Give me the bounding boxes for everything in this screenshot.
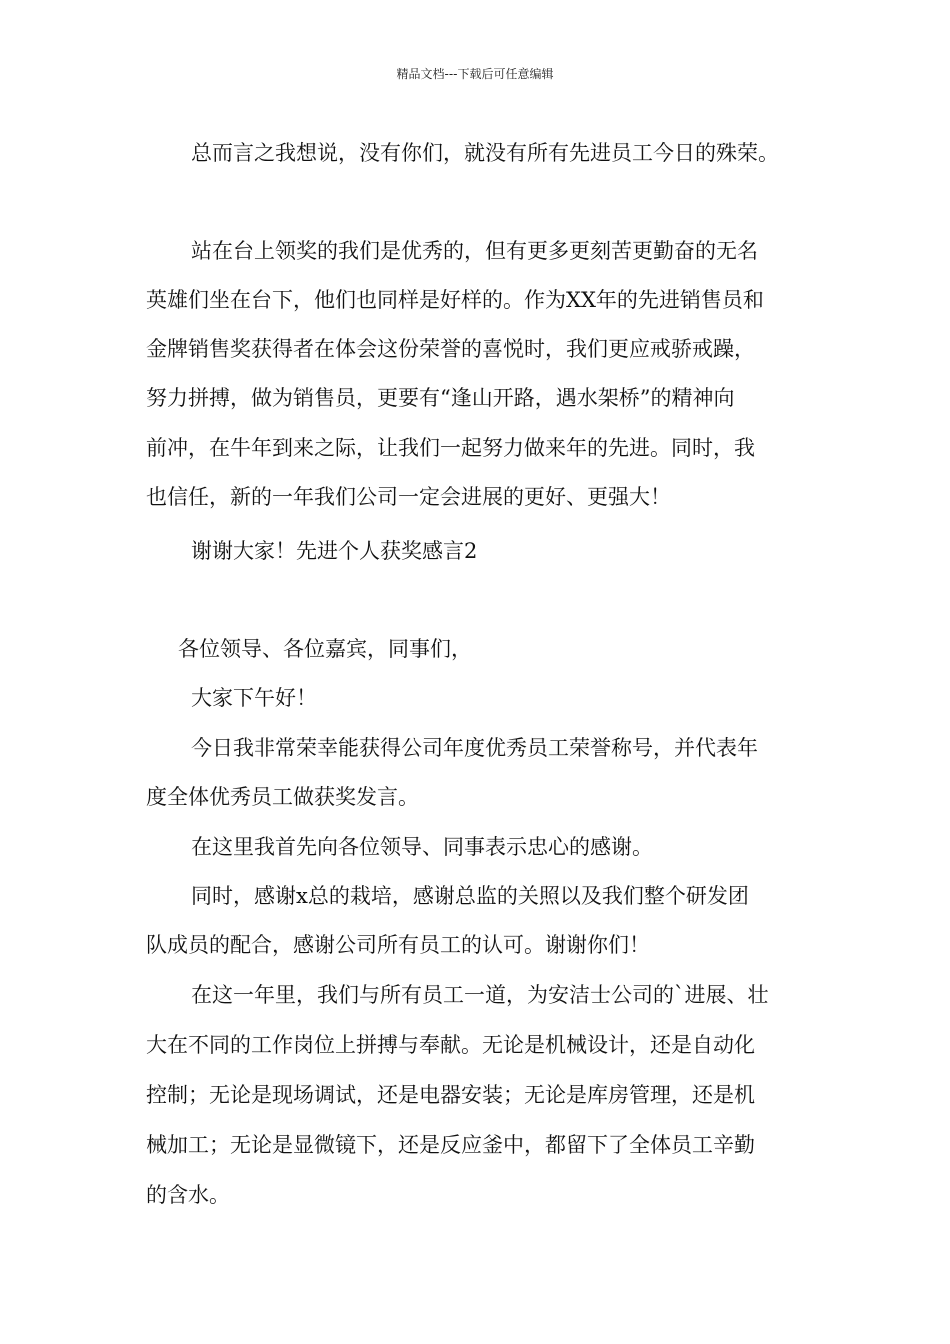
salutation-line: 各位领导、各位嘉宾，同事们，	[178, 637, 472, 661]
paragraph-line: 同时，感谢x总的栽培，感谢总监的关照以及我们整个研发团	[191, 884, 749, 908]
paragraph-line: 的含水。	[146, 1183, 230, 1207]
paragraph-line: 前冲，在牛年到来之际，让我们一起努力做来年的先进。同时，我	[146, 436, 755, 460]
paragraph-line: 械加工；无论是显微镜下，还是反应釜中，都留下了全体员工辛勤	[146, 1133, 755, 1157]
page-header: 精品文档---下载后可任意编辑	[396, 67, 554, 81]
paragraph-line: 谢谢大家！先进个人获奖感言2	[191, 539, 478, 563]
greeting-line: 大家下午好！	[191, 686, 317, 710]
paragraph-line: 控制；无论是现场调试，还是电器安装；无论是库房管理，还是机	[146, 1083, 755, 1107]
paragraph-line: 金牌销售奖获得者在体会这份荣誉的喜悦时，我们更应戒骄戒躁，	[146, 337, 755, 361]
paragraph-line: 度全体优秀员工做获奖发言。	[146, 785, 419, 809]
paragraph-line: 也信任，新的一年我们公司一定会进展的更好、更强大！	[146, 485, 671, 509]
paragraph-line: 今日我非常荣幸能获得公司年度优秀员工荣誉称号，并代表年	[191, 736, 758, 760]
paragraph-line: 站在台上领奖的我们是优秀的，但有更多更刻苦更勤奋的无名	[191, 239, 758, 263]
paragraph-line: 在这里我首先向各位领导、同事表示忠心的感谢。	[191, 835, 653, 859]
paragraph-line: 总而言之我想说，没有你们，就没有所有先进员工今日的殊荣。	[191, 141, 779, 165]
paragraph-line: 努力拼搏，做为销售员，更要有“逢山开路，遇水架桥”的精神向	[146, 386, 735, 410]
paragraph-line: 英雄们坐在台下，他们也同样是好样的。作为XX年的先进销售员和	[146, 288, 764, 312]
paragraph-line: 大在不同的工作岗位上拼搏与奉献。无论是机械设计，还是自动化	[146, 1033, 755, 1057]
paragraph-line: 在这一年里，我们与所有员工一道，为安洁士公司的`进展、壮	[191, 983, 769, 1007]
paragraph-line: 队成员的配合，感谢公司所有员工的认可。谢谢你们！	[146, 933, 650, 957]
